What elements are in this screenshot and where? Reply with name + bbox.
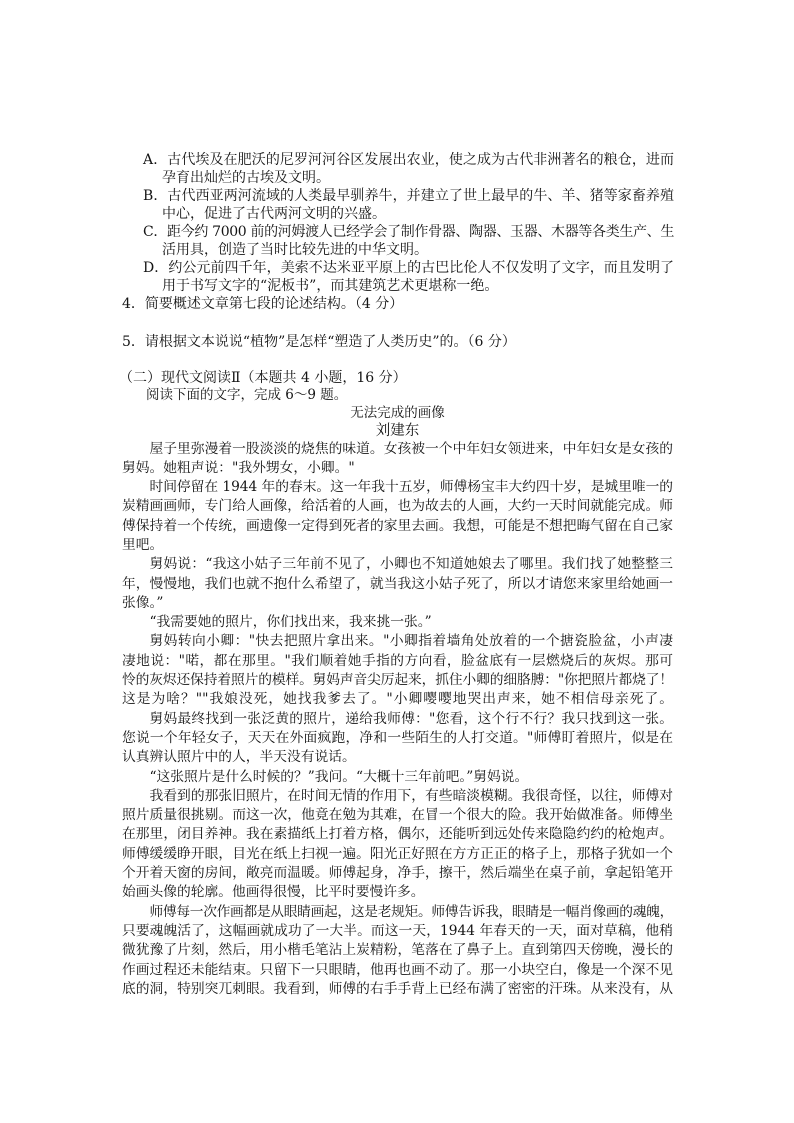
story-line: 傅保持着一个传统，画遗像一定得到死者的家里去画。我想，可能是不想把晦气留在自己家 bbox=[122, 517, 673, 534]
story-paragraph bbox=[122, 903, 673, 999]
story-line: 我看到的那张旧照片，在时间无情的作用下，有些暗淡模糊。我很奇怪，以往，师傅对 bbox=[149, 787, 673, 804]
story-line: 舅妈转向小卿："快去把照片拿出来。"小卿指着墙角处放着的一个搪瓷脸盆，小声凄 bbox=[149, 633, 673, 650]
story-line: 里吧。 bbox=[122, 536, 164, 553]
answer-option-line: C．距今约 7000 前的河姆渡人已经学会了制作骨器、陶器、玉器、木器等各类生产、生 bbox=[143, 224, 674, 240]
answer-option-line: D．约公元前四千年，美索不达米亚平原上的古巴比伦人不仅发明了文字，而且发明了 bbox=[143, 260, 674, 276]
story-paragraph bbox=[122, 632, 673, 709]
answer-option-line: 中心，促进了古代两河文明的兴盛。 bbox=[162, 206, 386, 222]
story-line: 只要魂魄活了，这幅画就成功了一大半。而这一天，1944 年春天的一天，面对草稿，他稍 bbox=[122, 922, 673, 939]
answer-option bbox=[143, 223, 674, 259]
story-line: 在那里，闭目养神。我在素描纸上打着方格，偶尔，还能听到远处传来隐隐约约的枪炮声。 bbox=[122, 826, 673, 843]
answer-options bbox=[143, 151, 674, 295]
story-paragraph bbox=[122, 787, 673, 903]
story-line: 凄地说："喏，都在那里。"我们顺着她手指的方向看，脸盆底有一层燃烧后的灰烬。那可 bbox=[122, 652, 673, 669]
story-line: “这张照片是什么时候的？”我问。“大概十三年前吧。”舅妈说。 bbox=[149, 768, 529, 785]
story-line: 作画过程还未能结束。只留下一只眼睛，他再也画不动了。那一小块空白，像是一个深不见 bbox=[122, 961, 673, 978]
story-author: 刘建东 bbox=[375, 423, 420, 439]
section-header: （二）现代文阅读Ⅱ（本题共 4 小题，16 分） bbox=[119, 370, 407, 386]
story-line: 认真辨认照片中的人，半天没有说话。 bbox=[122, 749, 356, 766]
story-paragraph bbox=[122, 710, 673, 768]
story-line: 您说一个年轻女子，天天在外面疯跑，净和一些陌生的人打交道。"师傅盯着照片，似是在 bbox=[122, 729, 673, 746]
story-line: 炭精画画师，专门给人画像，给活着的人画，也为故去的人画，大约一天时间就能完成。师 bbox=[122, 498, 673, 515]
question-4: 4．简要概述文章第七段的论述结构。（4 分） bbox=[122, 296, 404, 312]
story-paragraph bbox=[122, 768, 673, 787]
answer-option-line: A．古代埃及在肥沃的尼罗河河谷区发展出农业，使之成为古代非洲著名的粮仓，进而 bbox=[143, 152, 674, 168]
answer-option-line: 活用具，创造了当时比较先进的中华文明。 bbox=[162, 242, 428, 258]
question-5: 5．请根据文本说说“植物”是怎样“塑造了人类历史”的。（6 分） bbox=[122, 334, 516, 350]
answer-option bbox=[143, 151, 674, 187]
answer-option-line: B．古代西亚两河流域的人类最早驯养牛，并建立了世上最早的牛、羊、猪等家畜养殖 bbox=[143, 188, 674, 204]
story-line: 师傅缓缓睁开眼，目光在纸上扫视一遍。阳光正好照在方方正正的格子上，那格子犹如一个 bbox=[122, 845, 673, 862]
story-line: 这是为啥？""我娘没死，她找我爹去了。"小卿嘤嘤地哭出声来，她不相信母亲死了。 bbox=[122, 691, 673, 708]
story-line: 舅妈说：“我这小姑子三年前不见了，小卿也不知道她娘去了哪里。我们找了她整整三 bbox=[149, 556, 673, 573]
story-title: 无法完成的画像 bbox=[350, 405, 445, 421]
section-instruction: 阅读下面的文字，完成 6～9 题。 bbox=[146, 387, 348, 403]
story-line: 底的洞，特别突兀刺眼。我看到，师傅的右手手背上已经布满了密密的汗珠。从来没有，从 bbox=[122, 980, 673, 997]
story-line: 师傅每一次作画都是从眼睛画起，这是老规矩。师傅告诉我，眼睛是一幅肖像画的魂魄， bbox=[149, 903, 673, 920]
story-line: 张像。” bbox=[122, 594, 164, 611]
story-paragraph bbox=[122, 478, 673, 555]
story-line: 年，慢慢地，我们也就不抱什么希望了，就当我这小姑子死了，所以才请您来家里给她画一 bbox=[122, 575, 673, 592]
story-line: 屋子里弥漫着一股淡淡的烧焦的味道。女孩被一个中年妇女领进来，中年妇女是女孩的 bbox=[149, 440, 673, 457]
story-paragraph bbox=[122, 555, 673, 613]
story-line: 照片质量很挑剔。而这一次，他竟在勉为其难，在冒一个很大的险。我开始做准备。师傅坐 bbox=[122, 807, 673, 824]
story-line: 怜的灰烬还保持着照片的模样。舅妈声音尖厉起来，抓住小卿的细胳膊："你把照片都烧了！ bbox=[122, 672, 673, 689]
answer-option-line: 用于书写文字的“泥板书”，而其建筑艺术更堪称一绝。 bbox=[162, 278, 499, 294]
answer-option-line: 孕育出灿烂的古埃及文明。 bbox=[162, 170, 330, 186]
story-line: 始画头像的轮廓。他画得很慢，比平时要慢许多。 bbox=[122, 884, 425, 901]
answer-option bbox=[143, 187, 674, 223]
story-line: “我需要她的照片，你们找出来，我来挑一张。” bbox=[149, 614, 432, 631]
story-line: 舅妈。她粗声说："我外甥女，小卿。" bbox=[122, 459, 355, 476]
story-paragraph bbox=[122, 440, 673, 479]
story-line: 时间停留在 1944 年的春末。这一年我十五岁，师傅杨宝丰大约四十岁，是城里唯一的 bbox=[149, 479, 673, 496]
story-line: 个开着天窗的房间，敞亮而温暖。师傅起身，净手，擦干，然后端坐在桌子前，拿起铅笔开 bbox=[122, 865, 673, 882]
answer-option bbox=[143, 259, 674, 295]
story-paragraph bbox=[122, 613, 673, 632]
story-body bbox=[122, 440, 673, 1000]
story-line: 舅妈最终找到一张泛黄的照片，递给我师傅："您看，这个行不行？我只找到这一张。 bbox=[149, 710, 673, 727]
story-line: 微犹豫了片刻，然后，用小楷毛笔沾上炭精粉，笔落在了鼻子上。直到第四天傍晚，漫长的 bbox=[122, 942, 673, 959]
